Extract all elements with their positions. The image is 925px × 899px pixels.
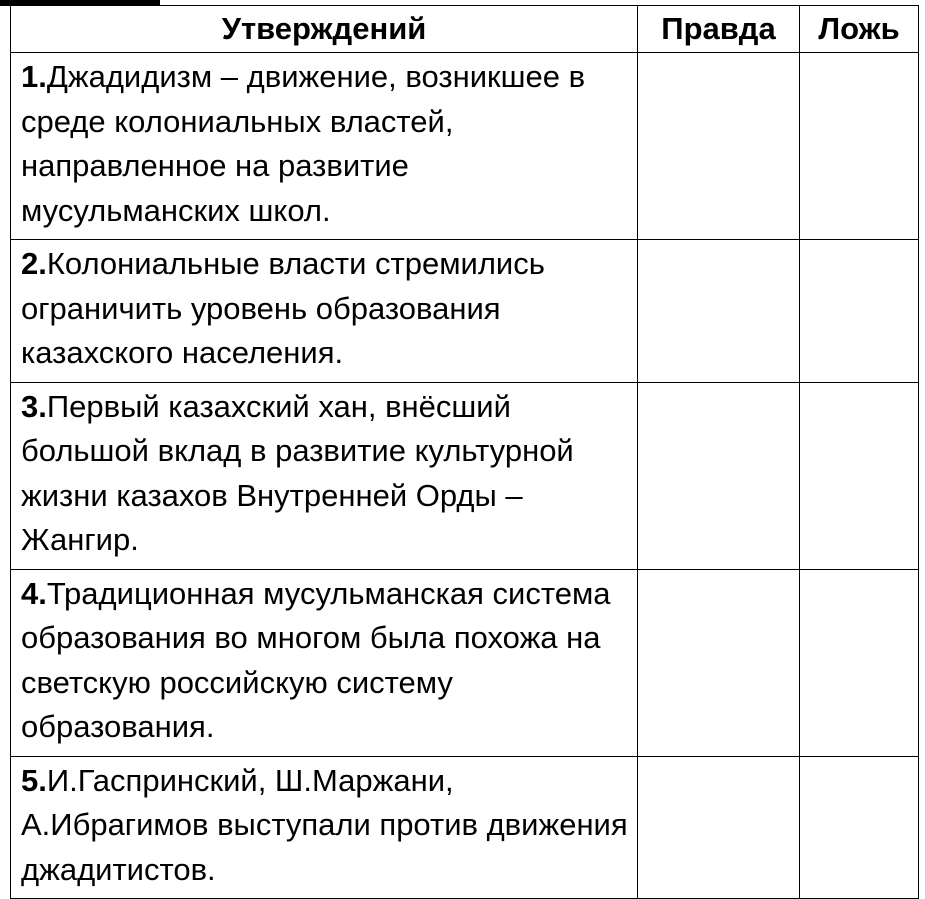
true-answer-cell[interactable] [638,756,800,899]
statement-text: Первый казахский хан, внёсший большой вклад в развитие культурной жизни казахов Внутренней Орды – Жангир. [21,388,574,557]
true-answer-cell[interactable] [638,569,800,756]
statement-text: И.Гаспринский, Ш.Маржани, А.Ибрагимов выступали против движения джадитистов. [21,762,628,887]
statement-text: Традиционная мусульманская система образования во многом была похожа на светскую российскую систему образования. [21,575,611,744]
header-true: Правда [638,6,800,53]
statement-number: 1. [21,59,47,94]
true-answer-cell[interactable] [638,382,800,569]
statement-cell [11,756,638,899]
false-answer-cell[interactable] [800,756,919,899]
table-row [11,756,919,899]
false-answer-cell[interactable] [800,569,919,756]
statement-number: 4. [21,575,47,611]
statement-number: 2. [21,246,47,281]
statement-cell [11,569,638,756]
statement-cell [11,382,638,569]
table-row [11,382,919,569]
false-answer-cell[interactable] [800,53,919,240]
header-statements: Утверждений [11,6,638,53]
statement-text: Колониальные власти стремились ограничить уровень образования казахского населения. [21,246,545,370]
statement-text: Джадидизм – движение, возникшее в среде колониальных властей, направленное на развитие мусульманских школ. [21,59,586,228]
table-row [11,240,919,383]
table-row [11,569,919,756]
true-answer-cell[interactable] [638,240,800,383]
statement-number: 3. [21,388,47,424]
true-answer-cell[interactable] [638,53,800,240]
false-answer-cell[interactable] [800,382,919,569]
table-header-row [11,6,919,53]
header-false: Ложь [800,6,919,53]
statement-cell [11,240,638,383]
statement-cell [11,53,638,240]
false-answer-cell[interactable] [800,240,919,383]
true-false-table [10,5,919,899]
statement-number: 5. [21,762,47,798]
table-row [11,53,919,240]
